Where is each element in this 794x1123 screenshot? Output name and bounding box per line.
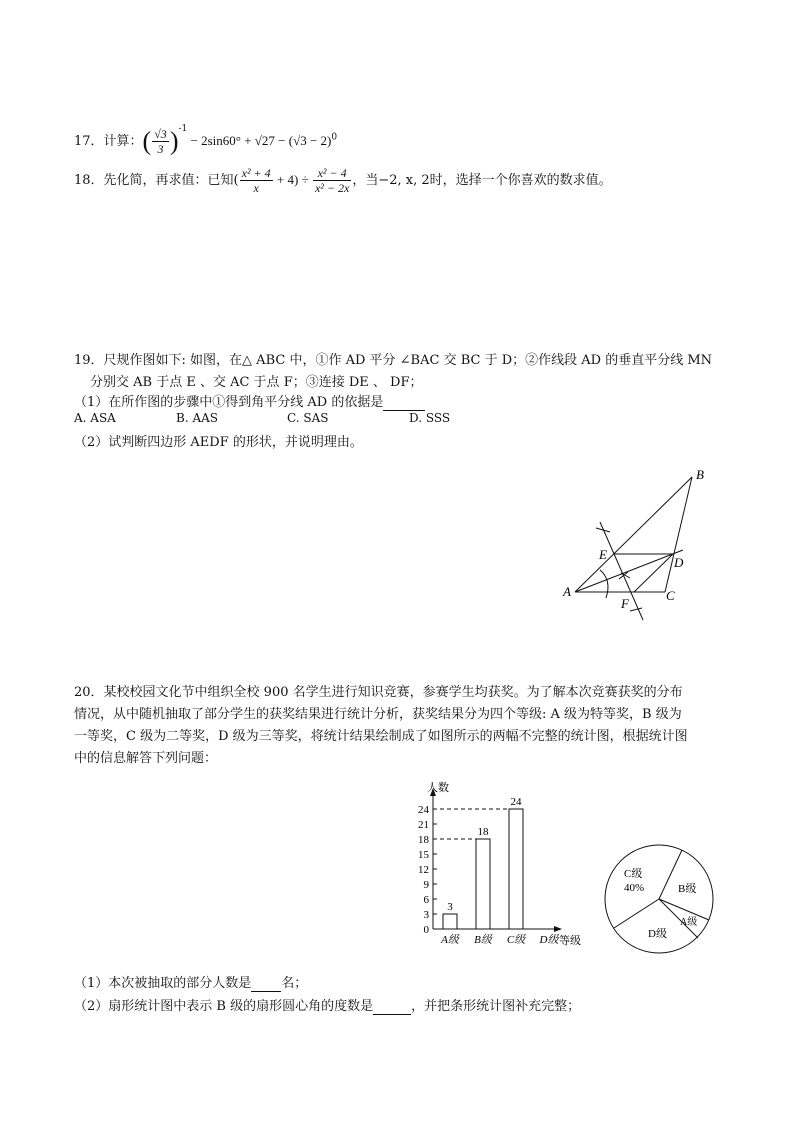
x-axis-label: 等级: [559, 935, 581, 947]
q17-expression: − 2sin60° + √27 − (√3 − 2): [187, 133, 332, 148]
q20-count-blank[interactable]: [251, 976, 281, 992]
bar: [476, 839, 490, 929]
y-tick-label: 9: [423, 879, 429, 891]
pie-label-c: C级: [624, 868, 643, 880]
point-label-e: E: [599, 547, 607, 562]
pie-label-d: D级: [648, 928, 667, 940]
q20-line-4: 中的信息解答下列问题：: [74, 751, 218, 766]
q19-sub-2: （2）试判断四边形 AEDF 的形状，并说明理由。: [74, 435, 363, 450]
q18-tail: ，当−2, x, 2时，选择一个你喜欢的数求值。: [352, 173, 612, 188]
y-tick-label: 15: [418, 849, 429, 861]
q20-line-1: 20．某校校园文化节中组织全校 900 名学生进行知识竞赛，参赛学生均获奖。为了解本次竞赛获奖的分布: [74, 685, 683, 700]
y-tick-label: 21: [418, 819, 429, 831]
q20-sub-1: （1）本次被抽取的部分人数是 名；: [74, 976, 308, 991]
q19-answer-blank[interactable]: [383, 395, 425, 411]
segment-ab: [575, 477, 692, 592]
q19-option-b: B. AAS: [176, 411, 218, 425]
q19-sub-1: （1）在所作图的步骤中①得到角平分线 AD 的依据是: [74, 391, 425, 411]
pie-label-b: B级: [678, 883, 697, 895]
x-tick-label: B级: [474, 934, 492, 946]
q19-option-d: D. SSS: [409, 411, 451, 425]
bar: [509, 809, 523, 929]
y-tick-label: 18: [418, 834, 429, 846]
q17-exponent-zero: 0: [331, 132, 338, 143]
y-tick-label: 0: [423, 924, 429, 936]
x-tick-label: C级: [506, 934, 526, 946]
segment-bc: [665, 477, 692, 592]
point-label-f: F: [621, 596, 629, 611]
question-17: 17．计算：( $\frac{√3}{3}$ )$^{-1} - 2\sin 60^\circ + √27 - (√3 - 2)^0$: [74, 124, 338, 156]
q19-option-a: A. ASA: [74, 411, 116, 425]
x-tick-label: A级: [441, 934, 459, 946]
q18-label: 18．先化简，再求值：已知(: [74, 173, 239, 188]
point-label-b: B: [696, 467, 704, 482]
q17-fraction: $\frac{√3}{3}$: [154, 127, 167, 156]
q18-fraction-1: $\frac{\text{x² + 4}}{x}$: [241, 166, 271, 195]
y-tick-label: 3: [423, 909, 429, 921]
point-label-d: D: [674, 555, 684, 570]
q19-line-2: 分别交 AB 于点 E 、交 AC 于点 F；③连接 DE 、 DF；: [90, 375, 423, 390]
y-tick-label: 12: [418, 864, 429, 876]
point-label-a: A: [563, 584, 571, 599]
bar: [443, 914, 457, 929]
q20-angle-blank[interactable]: [373, 999, 411, 1015]
x-tick-label: D级: [539, 934, 559, 946]
point-label-c: C: [666, 588, 675, 603]
pie-label-a: A级: [680, 917, 698, 928]
construction-arc-a: [600, 570, 608, 598]
q20-sub-2: （2）扇形统计图中表示 B 级的扇形圆心角的度数是 ，并把条形统计图补充完整；: [74, 999, 581, 1014]
question-18: [74, 163, 612, 197]
bar-data-label: 18: [477, 826, 489, 838]
bar-chart: [390, 780, 590, 950]
construction-arc-4: [630, 608, 642, 611]
q19-line-1: 19．尺规作图如下: 如图，在△ ABC 中，①作 AD 平分 ∠BAC 交 BC 于 D；②作线段 AD 的垂直平分线 MN: [74, 353, 713, 368]
q18-fraction-2: $\frac{\text{x² − 4}}{\text{x² − 2x}}$: [314, 166, 350, 195]
bar-data-label: 3: [447, 901, 453, 913]
y-tick-label: 6: [423, 894, 429, 906]
q19-option-c: C. SAS: [287, 411, 329, 425]
y-axis-label: 人数: [427, 782, 449, 794]
x-axis-arrow: [554, 926, 562, 932]
y-tick-label: 24: [418, 804, 429, 816]
q20-line-2: 情况，从中随机抽取了部分学生的获奖结果进行统计分析，获奖结果分为四个等级: A 级为特等奖，B 级为: [74, 707, 682, 722]
bar-data-label: 24: [510, 796, 522, 808]
triangle-figure: [555, 460, 725, 630]
pie-value-c: 40%: [624, 882, 645, 894]
q17-exponent: -1: [178, 124, 188, 134]
pie-chart: [600, 840, 720, 960]
pie-divider-c-left: [614, 899, 659, 928]
q18-middle: + 4) ÷: [273, 172, 312, 187]
q17-label: 17．计算：: [74, 134, 143, 149]
q20-line-3: 一等奖，C 级为二等奖，D 级为三等奖，将统计结果绘制成了如图所示的两幅不完整的统计图，根据统计图: [74, 729, 688, 744]
segment-fd: [634, 554, 673, 592]
